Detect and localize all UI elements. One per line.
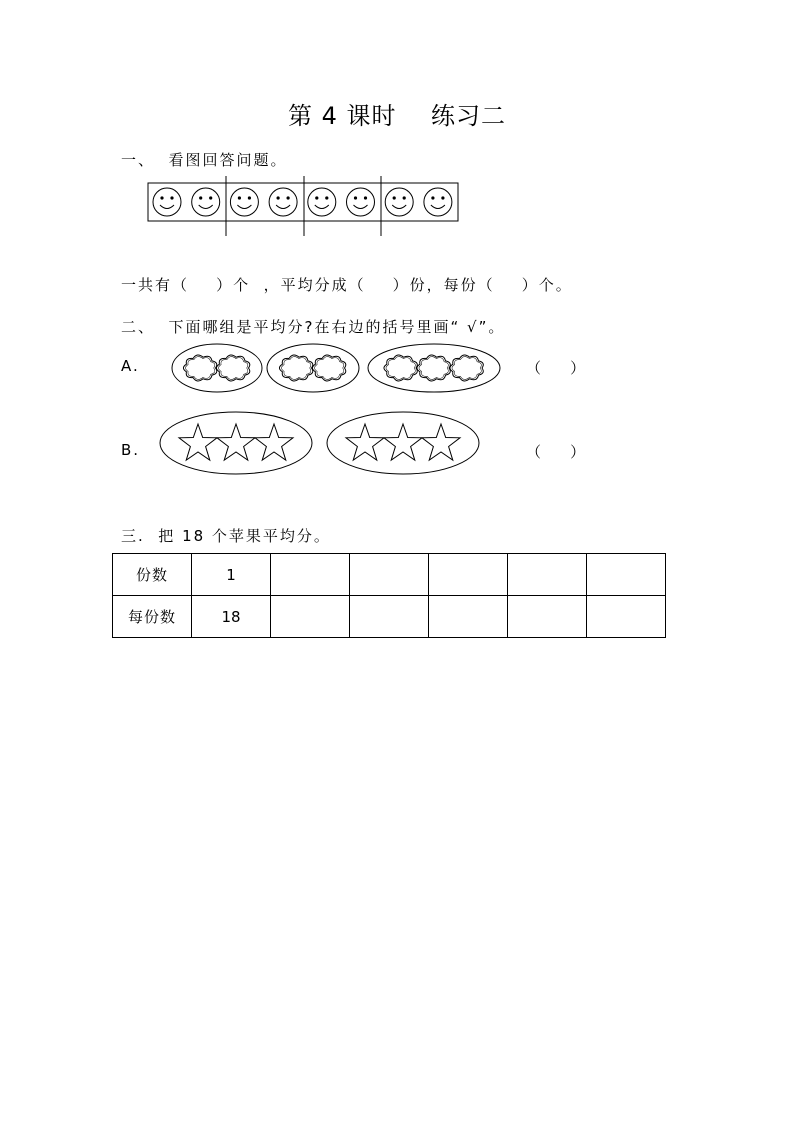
row-label-per-part: 每份数	[113, 596, 192, 638]
cell-parts-6[interactable]	[587, 554, 666, 596]
option-a-bracket[interactable]: （ ）	[526, 359, 588, 377]
cloud-icon	[279, 355, 312, 381]
cell-parts-5[interactable]	[508, 554, 587, 596]
cloud-icon	[216, 355, 249, 381]
cell-per-part-3[interactable]	[350, 596, 429, 638]
star-icon	[422, 424, 460, 460]
group-ellipse-2	[267, 344, 359, 392]
cloud-icon	[312, 355, 345, 381]
cell-per-part-5[interactable]	[508, 596, 587, 638]
option-b-label: B.	[121, 441, 141, 459]
star-icon	[179, 424, 217, 460]
group-ellipse-4	[160, 412, 312, 474]
option-b-figure	[157, 410, 487, 480]
table-row-per-part	[113, 596, 666, 638]
page-title: 第 4 课时 练习二	[287, 102, 507, 130]
table-row-parts	[113, 554, 666, 596]
section2-heading: 二、 下面哪组是平均分?在右边的括号里画“ √”。	[121, 318, 506, 336]
smiley-face-icon	[230, 188, 258, 216]
cell-per-part-2[interactable]	[271, 596, 350, 638]
section3-heading: 三. 把 18 个苹果平均分。	[121, 527, 331, 545]
smiley-box	[148, 183, 458, 221]
row-label-parts: 份数	[113, 554, 192, 596]
cell-parts-3[interactable]	[350, 554, 429, 596]
cloud-icon	[450, 355, 483, 381]
cell-parts-1: 1	[192, 554, 271, 596]
smiley-face-icon	[347, 188, 375, 216]
star-icon	[217, 424, 255, 460]
group-ellipse-5	[327, 412, 479, 474]
star-icon	[346, 424, 384, 460]
smiley-face-icon	[308, 188, 336, 216]
cloud-icon	[417, 355, 450, 381]
smiley-face-icon	[424, 188, 452, 216]
cell-per-part-6[interactable]	[587, 596, 666, 638]
apple-division-table	[112, 553, 666, 638]
cell-per-part-4[interactable]	[429, 596, 508, 638]
star-icon	[255, 424, 293, 460]
cell-parts-4[interactable]	[429, 554, 508, 596]
option-b-bracket[interactable]: （ ）	[526, 443, 588, 461]
smiley-face-icon	[269, 188, 297, 216]
star-icon	[384, 424, 422, 460]
option-a-figure	[170, 341, 510, 396]
cell-per-part-1: 18	[192, 596, 271, 638]
section1-heading: 一、 看图回答问题。	[121, 151, 288, 169]
smiley-figure	[140, 172, 470, 242]
smiley-face-icon	[385, 188, 413, 216]
cell-parts-2[interactable]	[271, 554, 350, 596]
cloud-icon	[183, 355, 216, 381]
smiley-face-icon	[192, 188, 220, 216]
option-a-label: A.	[121, 357, 140, 375]
section1-question: 一共有（ ）个 ，平均分成（ ）份，每份（ ）个。	[121, 276, 573, 294]
cloud-icon	[384, 355, 417, 381]
smiley-face-icon	[153, 188, 181, 216]
